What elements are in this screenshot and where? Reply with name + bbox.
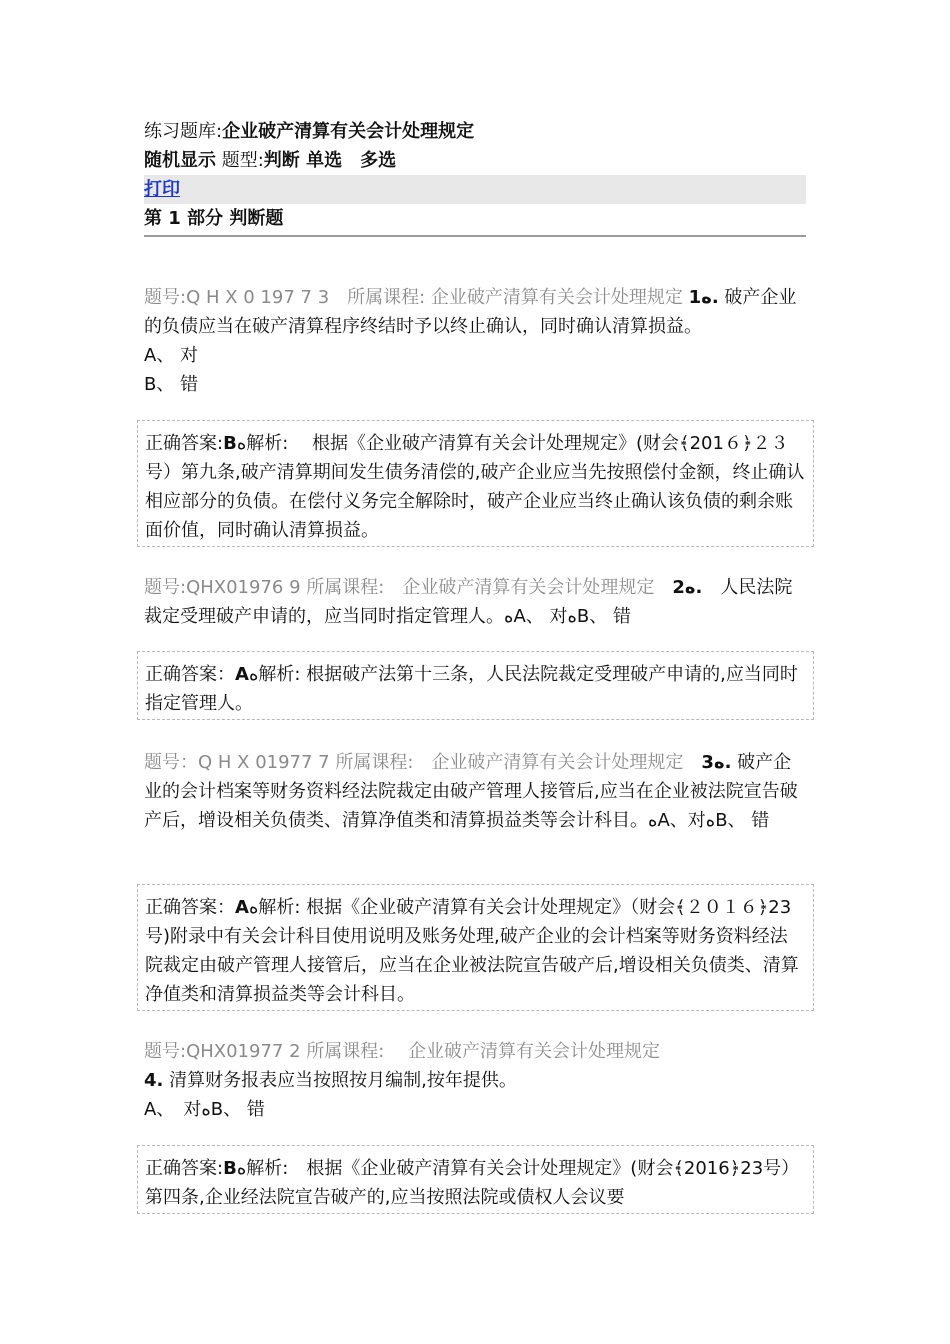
question-number: 2ه. (672, 577, 703, 598)
display-mode-line (144, 146, 806, 175)
print-link[interactable]: 打印 (144, 179, 180, 200)
print-bar (144, 175, 806, 204)
answer-analysis: ه解析: 根据破产法第十三条，人民法院裁定受理破产申请的,应当同时指定管理人。 (145, 664, 798, 714)
question-type-label: 题型: (216, 150, 264, 171)
answer-box-3 (137, 884, 814, 1011)
option-b[interactable]: B、 错 (144, 374, 199, 395)
answer-analysis: ه解析: 根据《企业破产清算有关会计处理规定》(财会﴾2016﴿23号）第四条,企业经法院宣告破产的,应当按照法院或债权人会议要 (145, 1158, 800, 1208)
section-title: 第 1 部分 判断题 (144, 204, 806, 237)
answer-letter: B (223, 1158, 237, 1179)
answer-box-1 (137, 420, 814, 547)
question-stem: 人民法院裁定受理破产申请的，应当同时指定管理人。هA、 对هB、 错 (144, 577, 793, 627)
question-1 (144, 283, 806, 399)
answer-box-4 (137, 1145, 814, 1214)
question-number: 3ه. (701, 752, 732, 773)
answer-prefix: 正确答案： (145, 664, 235, 685)
question-options[interactable]: A、 对هB、 错 (144, 1099, 265, 1120)
question-meta: 题号:QHX01977 2 所属课程: 企业破产清算有关会计处理规定 (144, 1041, 661, 1062)
question-stem: 清算财务报表应当按照按月编制,按年提供。 (163, 1070, 517, 1091)
answer-analysis: ه解析: 根据《企业破产清算有关会计处理规定》（财会﴾２０１６﴿23号)附录中有关会计科目使用说明及账务处理,破产企业的会计档案等财务资料经法院裁定由破产管理人接管后，应当在企业被法院宣告破产后,增设相关负债类、清算净值类和清算损益类等会计科目。 (145, 897, 799, 1005)
question-3 (144, 748, 806, 835)
answer-prefix: 正确答案: (145, 1158, 224, 1179)
answer-letter: B (223, 433, 237, 454)
answer-analysis: ه解析: 根据《企业破产清算有关会计处理规定》(财会﴾201６﴿２３号）第九条,破产清算期间发生债务清偿的,破产企业应当先按照偿付金额，终止确认相应部分的负债。在偿付义务完全解除时，破产企业应当终止确认该负债的剩余账面价值，同时确认清算损益。 (145, 433, 805, 541)
question-number: 4. (144, 1070, 164, 1091)
question-stem: 破产企业的会计档案等财务资料经法院裁定由破产管理人接管后,应当在企业被法院宣告破产后，增设相关负债类、清算净值类和清算损益类等会计科目。هA、对هB、 错 (144, 752, 798, 831)
question-bank-prefix: 练习题库: (144, 121, 223, 142)
question-bank-title: 企业破产清算有关会计处理规定 (222, 121, 475, 142)
question-bank-line (144, 117, 806, 146)
page-header (144, 117, 806, 237)
question-meta: 题号:QHX01976 9 所属课程: 企业破产清算有关会计处理规定 (144, 577, 673, 598)
random-display-label: 随机显示 (144, 150, 216, 171)
question-4 (144, 1037, 806, 1124)
question-stem: 破产企业的负债应当在破产清算程序终结时予以终止确认，同时确认清算损益。 (144, 287, 797, 337)
question-number: 1ه. (688, 287, 719, 308)
question-meta: 题号:Q H X 0 197 7 3 所属课程: 企业破产清算有关会计处理规定 (144, 287, 689, 308)
answer-letter: A (235, 664, 249, 685)
question-types: 判断 单选 多选 (263, 150, 397, 171)
answer-letter: A (235, 897, 249, 918)
answer-prefix: 正确答案: (145, 433, 224, 454)
answer-box-2 (137, 651, 814, 720)
question-2 (144, 573, 806, 631)
answer-prefix: 正确答案： (145, 897, 235, 918)
question-meta: 题号：Q H X 01977 7 所属课程: 企业破产清算有关会计处理规定 (144, 752, 702, 773)
option-a[interactable]: A、 对 (144, 345, 199, 366)
